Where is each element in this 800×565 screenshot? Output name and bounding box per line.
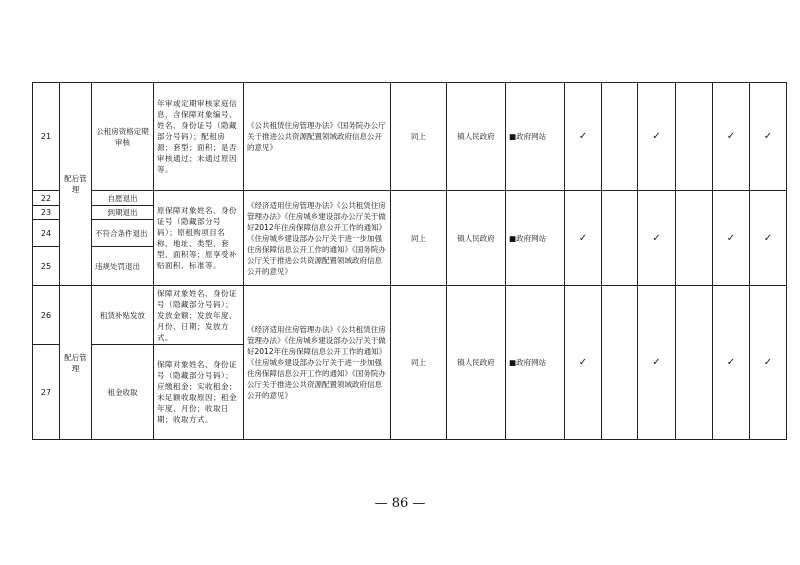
row-number: 23 xyxy=(33,206,60,220)
item-cell: 公租房资格定期审核 xyxy=(92,83,154,191)
check-mark-icon: ✓ xyxy=(565,83,602,191)
check-mark-icon: ✓ xyxy=(713,83,750,191)
row-number: 22 xyxy=(33,191,60,206)
check-mark-icon: ✓ xyxy=(750,286,787,440)
item-cell: 不符合条件退出 xyxy=(92,220,154,247)
empty-cell xyxy=(676,191,713,286)
empty-cell xyxy=(602,83,638,191)
check-mark-icon: ✓ xyxy=(638,286,676,440)
table-row xyxy=(33,83,787,191)
check-mark-icon: ✓ xyxy=(713,286,750,440)
category-cell: 配后管理 xyxy=(60,286,92,440)
row-number: 24 xyxy=(33,220,60,247)
row-number: 25 xyxy=(33,247,60,286)
check-mark-icon: ✓ xyxy=(565,191,602,286)
deadline-cell: 同上 xyxy=(391,286,447,440)
basis-cell: 《公共租赁住房管理办法》《国务院办公厅关于推进公共资源配置领域政府信息公开的意见》 xyxy=(244,83,391,191)
item-cell: 违规处罚退出 xyxy=(92,247,154,286)
empty-cell xyxy=(602,191,638,286)
channel-cell: ■政府网站 xyxy=(506,286,565,440)
basis-cell: 《经济适用住房管理办法》《公共租赁住房管理办法》《住房城乡建设部办公厅关于做好2012年住房保障信息公开工作的通知》《住房城乡建设部办公厅关于进一步加强住房保障信息公开工作的通知》《国务院办公厅关于推进公共资源配置领域政府信息公开的意见》 xyxy=(244,286,391,440)
empty-cell xyxy=(602,286,638,440)
channel-cell: ■政府网站 xyxy=(506,191,565,286)
deadline-cell: 同上 xyxy=(391,83,447,191)
check-mark-icon: ✓ xyxy=(638,83,676,191)
row-number: 27 xyxy=(33,345,60,440)
table-row xyxy=(33,286,787,345)
row-number: 26 xyxy=(33,286,60,345)
subject-cell: 镇人民政府 xyxy=(447,83,506,191)
check-mark-icon: ✓ xyxy=(750,191,787,286)
check-mark-icon: ✓ xyxy=(713,191,750,286)
disclosure-table xyxy=(32,82,787,440)
subject-cell: 镇人民政府 xyxy=(447,191,506,286)
check-mark-icon: ✓ xyxy=(750,83,787,191)
item-cell: 自愿退出 xyxy=(92,191,154,206)
check-mark-icon: ✓ xyxy=(638,191,676,286)
item-cell: 租赁补贴发放 xyxy=(92,286,154,345)
category-cell: 配后管理 xyxy=(60,83,92,286)
content-cell: 年审或定期审核家庭信息，含保障对象编号、姓名、身份证号（隐藏部分号码）；配租房源；套型；面积；是否审核通过；未通过原因等。 xyxy=(154,83,244,191)
content-cell: 保障对象姓名、身份证号（隐藏部分号码）；发放金额；发放年度、月份、日期；发放方式。 xyxy=(154,286,244,345)
row-number: 21 xyxy=(33,83,60,191)
content-cell: 原保障对象姓名、身份证号（隐藏部分号码）；原租购项目名称、地址、类型、套型、面积等；原享受补贴面积、标准等。 xyxy=(154,191,244,286)
item-cell: 租金收取 xyxy=(92,345,154,440)
channel-cell: ■政府网站 xyxy=(506,83,565,191)
empty-cell xyxy=(676,286,713,440)
page-number: — 86 — xyxy=(374,496,426,511)
table-row xyxy=(33,191,787,206)
basis-cell: 《经济适用住房管理办法》《公共租赁住房管理办法》《住房城乡建设部办公厅关于做好2012年住房保障信息公开工作的通知》《住房城乡建设部办公厅关于进一步加强住房保障信息公开工作的通知》《国务院办公厅关于推进公共资源配置领域政府信息公开的意见》 xyxy=(244,191,391,286)
deadline-cell: 同上 xyxy=(391,191,447,286)
empty-cell xyxy=(676,83,713,191)
check-mark-icon: ✓ xyxy=(565,286,602,440)
item-cell: 到期退出 xyxy=(92,206,154,220)
content-cell: 保障对象姓名、身份证号（隐藏部分号码）；应缴租金；实收租金；未足额收取原因；租金年度、月份；收取日期；收取方式。 xyxy=(154,345,244,440)
subject-cell: 镇人民政府 xyxy=(447,286,506,440)
